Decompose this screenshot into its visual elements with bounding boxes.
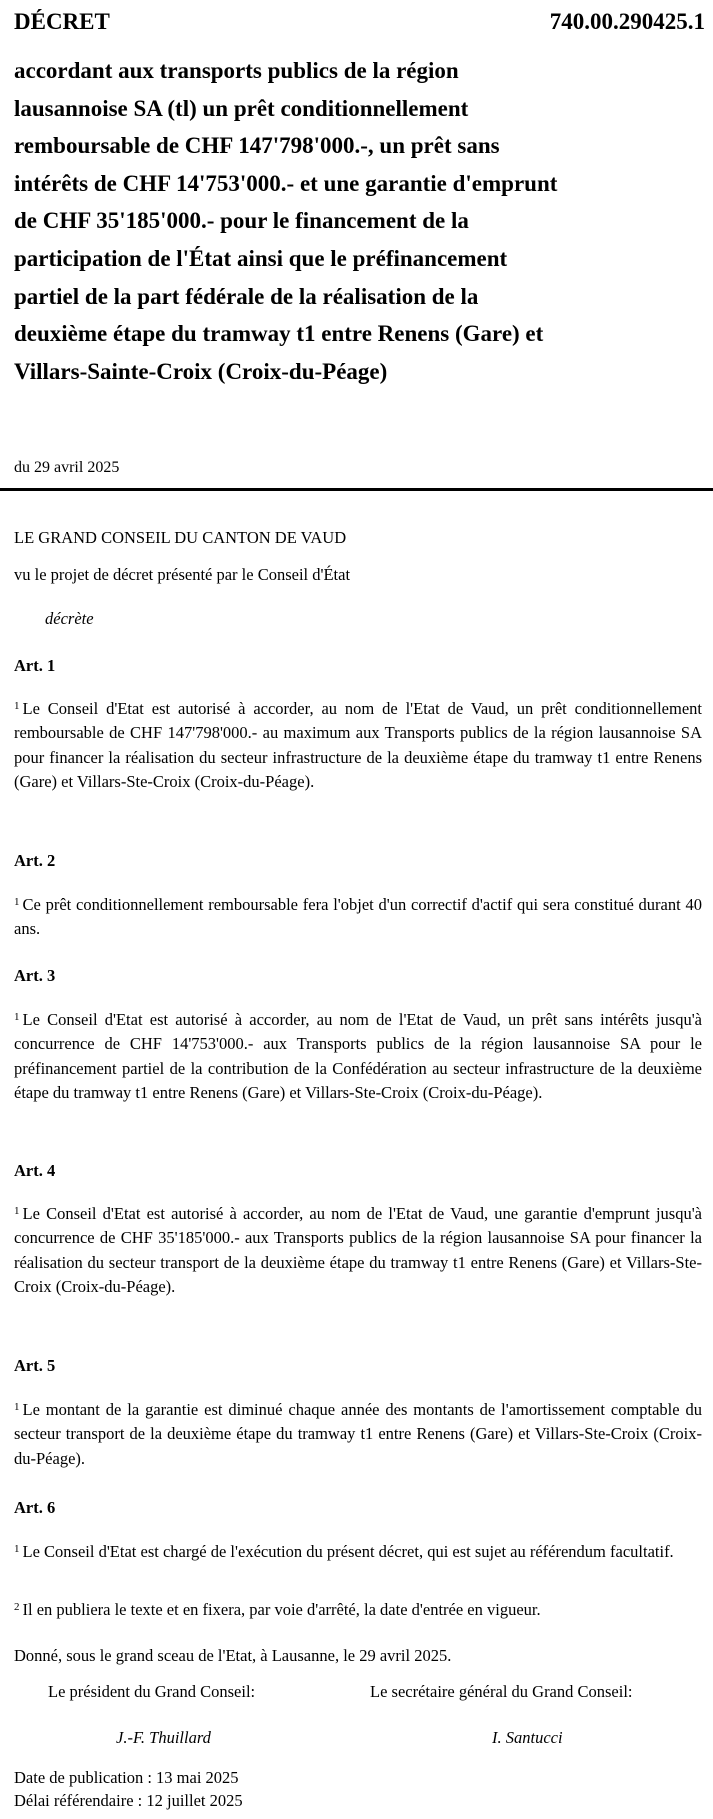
paragraph-text: Le Conseil d'Etat est autorisé à accorder, au nom de l'Etat de Vaud, un prêt sans intérêts jusqu'à concurrence de CHF 14'753'000.- aux Transports publics de la région lausannoise SA pour le préfinancement partiel de la contribution de la Confédération au secteur infrastructure de la deuxième étape du tramway t1 entre Renens (Gare) et Villars-Ste-Croix (Croix-du-Péage).: [14, 1010, 702, 1103]
section-divider: [0, 488, 713, 491]
document-type: DÉCRET: [14, 9, 110, 34]
closing-formula: Donné, sous le grand sceau de l'Etat, à Lausanne, le 29 avril 2025.: [14, 1646, 452, 1665]
title-line: lausannoise SA (tl) un prêt conditionnellement: [14, 95, 469, 121]
title-line: accordant aux transports publics de la région: [14, 58, 459, 83]
president-name: J.-F. Thuillard: [116, 1728, 211, 1747]
article-title: Art. 4: [14, 1161, 56, 1180]
article-title: Art. 3: [14, 966, 56, 985]
paragraph-text: Le Conseil d'Etat est autorisé à accorder, au nom de l'Etat de Vaud, une garantie d'emprunt jusqu'à concurrence de CHF 35'185'000.- aux Transports publics de la région lausannoise SA pour financer la réalisation du secteur transport de la deuxième étape du tramway t1 entre Renens (Gare) et Villars-Ste-Croix (Croix-du-Péage).: [14, 1204, 702, 1297]
title-line: participation de l'État ainsi que le préfinancement: [14, 245, 508, 271]
paragraph-text: Ce prêt conditionnellement remboursable fera l'objet d'un correctif d'actif qui sera constitué durant 40 ans.: [14, 895, 702, 939]
president-label: Le président du Grand Conseil:: [48, 1682, 256, 1701]
title-line: deuxième étape du tramway t1 entre Renens (Gare) et: [14, 321, 544, 347]
publication-date: Date de publication : 13 mai 2025: [14, 1768, 239, 1787]
authority-heading: LE GRAND CONSEIL DU CANTON DE VAUD: [14, 528, 347, 547]
paragraph-number: 1: [14, 896, 20, 908]
title-line: remboursable de CHF 147'798'000.-, un prêt sans: [14, 133, 500, 159]
paragraph-number: 1: [14, 1011, 20, 1023]
decrees-word: décrète: [45, 609, 94, 628]
decree-date: du 29 avril 2025: [14, 459, 120, 476]
title-line: de CHF 35'185'000.- pour le financement de la: [14, 208, 469, 234]
paragraph-number: 2: [14, 1601, 20, 1613]
title-line: intérêts de CHF 14'753'000.- et une garantie d'emprunt: [14, 170, 558, 196]
paragraph-number: 1: [14, 1205, 20, 1217]
article-paragraph: [14, 1398, 702, 1471]
title-line: partiel de la part fédérale de la réalisation de la: [14, 283, 479, 309]
considering-line: vu le projet de décret présenté par le Conseil d'État: [14, 565, 351, 584]
article-paragraph: [14, 1008, 702, 1106]
secretary-label: Le secrétaire général du Grand Conseil:: [370, 1682, 633, 1701]
article-paragraph: [14, 1202, 702, 1300]
paragraph-number: 1: [14, 1543, 20, 1555]
article-paragraph: [14, 697, 702, 795]
article-title: Art. 1: [14, 656, 56, 675]
paragraph-text: Il en publiera le texte et en fixera, par voie d'arrêté, la date d'entrée en vigueur.: [22, 1600, 541, 1619]
referendum-deadline: Délai référendaire : 12 juillet 2025: [14, 1791, 243, 1810]
article-title: Art. 2: [14, 851, 56, 870]
document-number: 740.00.290425.1: [549, 9, 705, 34]
article-paragraph: [14, 893, 702, 942]
article-title: Art. 5: [14, 1356, 56, 1375]
article-paragraph: [14, 1598, 702, 1622]
article-paragraph: [14, 1540, 702, 1564]
article-title: Art. 6: [14, 1498, 56, 1517]
decree-title: [14, 52, 704, 390]
paragraph-text: Le Conseil d'Etat est chargé de l'exécution du présent décret, qui est sujet au référendum facultatif.: [22, 1542, 674, 1561]
paragraph-number: 1: [14, 1401, 20, 1413]
paragraph-number: 1: [14, 700, 20, 712]
paragraph-text: Le montant de la garantie est diminué chaque année des montants de l'amortissement comptable du secteur transport de la deuxième étape du tramway t1 entre Renens (Gare) et Villars-Ste-Croix (Croix-du-Péage).: [14, 1400, 702, 1468]
secretary-name: I. Santucci: [492, 1728, 563, 1747]
paragraph-text: Le Conseil d'Etat est autorisé à accorder, au nom de l'Etat de Vaud, un prêt conditionnellement remboursable de CHF 147'798'000.- au maximum aux Transports publics de la région lausannoise SA pour financer la réalisation du secteur infrastructure de la deuxième étape du tramway t1 entre Renens (Gare) et Villars-Ste-Croix (Croix-du-Péage).: [14, 699, 702, 792]
title-line: Villars-Sainte-Croix (Croix-du-Péage): [14, 358, 388, 384]
